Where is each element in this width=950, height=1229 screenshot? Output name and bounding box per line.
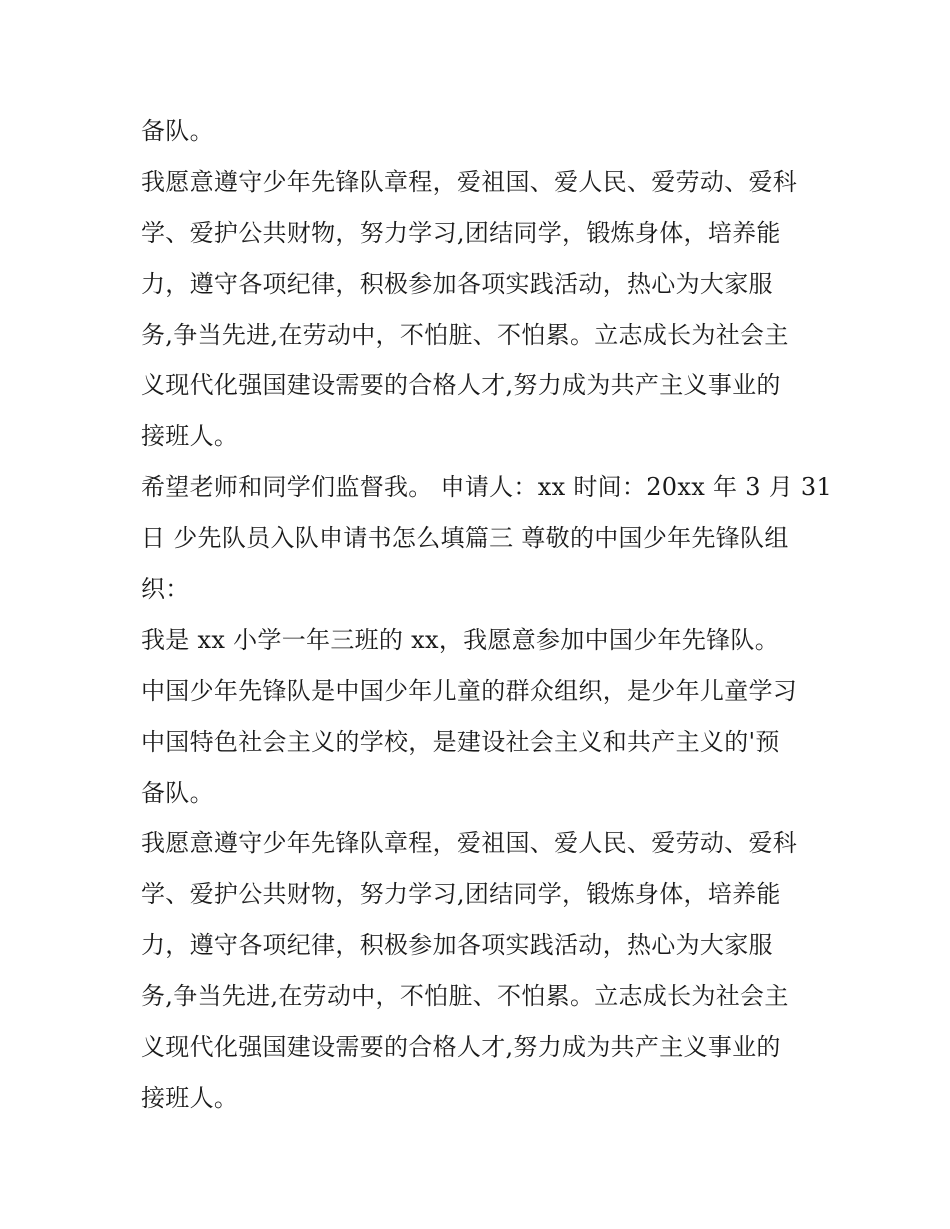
text-line: 我愿意遵守少年先锋队章程，爱祖国、爱人民、爱劳动、爱科 [141,829,798,858]
text-line: 中国特色社会主义的学校，是建设社会主义和共产主义的'预 [141,727,780,756]
text-line: 我是 xx 小学一年三班的 xx，我愿意参加中国少年先锋队。 [141,625,780,654]
document-body [141,106,833,1124]
text-line: 力，遵守各项纪律，积极参加各项实践活动，热心为大家服 [141,931,773,960]
text-line: 希望老师和同学们监督我。 申请人：xx 时间：20xx 年 3 月 31 [141,473,833,502]
text-line: 务,争当先进,在劳动中，不怕脏、不怕累。立志成长为社会主 [141,320,789,349]
text-line: 接班人。 [141,422,239,451]
text-line: 我愿意遵守少年先锋队章程，爱祖国、爱人民、爱劳动、爱科 [141,167,798,196]
text-line: 力，遵守各项纪律，积极参加各项实践活动，热心为大家服 [141,269,773,298]
text-line: 备队。 [141,778,214,807]
text-line: 日 少先队员入队申请书怎么填篇三 尊敬的中国少年先锋队组 [141,524,789,553]
text-line: 学、爱护公共财物，努力学习,团结同学，锻炼身体，培养能 [141,218,781,247]
text-line: 织： [141,575,190,604]
text-line: 接班人。 [141,1083,239,1112]
text-line: 中国少年先锋队是中国少年儿童的群众组织，是少年儿童学习 [141,676,798,705]
text-line: 义现代化强国建设需要的合格人才,努力成为共产主义事业的 [141,1033,781,1062]
text-line: 义现代化强国建设需要的合格人才,努力成为共产主义事业的 [141,371,781,400]
text-line: 务,争当先进,在劳动中，不怕脏、不怕累。立志成长为社会主 [141,982,789,1011]
text-line: 备队。 [141,117,214,145]
text-line: 学、爱护公共财物，努力学习,团结同学，锻炼身体，培养能 [141,880,781,909]
